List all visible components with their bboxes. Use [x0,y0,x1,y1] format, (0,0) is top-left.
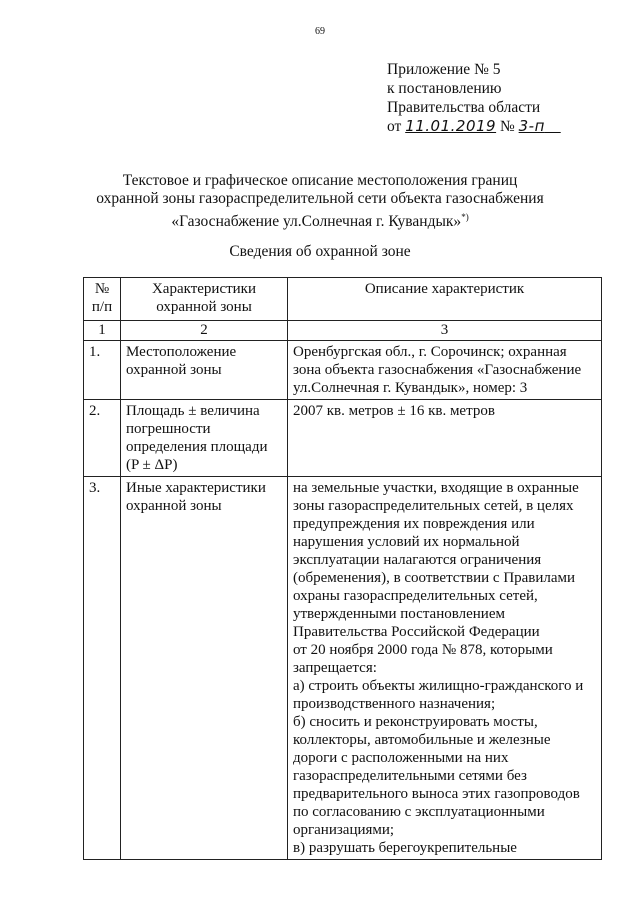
desc-line: от 20 ноября 2000 года № 878, которыми [293,642,553,658]
desc-line: запрещается: [293,660,377,676]
row-characteristic [121,400,288,477]
desc-line: ул.Солнечная г. Кувандык», номер: 3 [293,380,528,396]
desc-line: дороги с расположенными на них [293,750,509,766]
appendix-block [387,60,561,136]
row-description [288,477,602,860]
desc-line: зоны газораспределительных сетей, в целях [293,498,574,514]
date-value: 11.01.2019 [405,117,497,135]
row-description [288,400,602,477]
header-char-line: Характеристики [151,281,257,297]
char-line: охранной зоны [126,362,222,378]
row-num: 3. [84,477,121,860]
char-line: Иные характеристики [126,480,266,496]
appendix-date-line [387,117,561,136]
appendix-line-1: Приложение № 5 [387,61,501,78]
number-value: 3-п [518,117,545,135]
table-header-row [84,278,602,321]
desc-line: б) сносить и реконструировать мосты, [293,714,538,730]
desc-line: газораспределительными сетями без [293,768,527,784]
header-num-line: п/п [91,299,113,315]
header-num-line: № [94,281,110,297]
row-num: 1. [84,341,121,400]
index-cell: 1 [84,321,121,341]
desc-line: по согласованию с эксплуатационными [293,804,545,820]
desc-line: нарушения условий их нормальной [293,534,520,550]
desc-line: организациями; [293,822,395,838]
desc-line: зона объекта газоснабжения «Газоснабжение [293,362,582,378]
appendix-line-2: к постановлению [387,80,502,97]
desc-line: 2007 кв. метров ± 16 кв. метров [293,403,495,419]
char-line: (P ± ΔP) [126,457,178,473]
header-description: Описание характеристик [288,278,602,321]
table-index-row [84,321,602,341]
table-row [84,477,602,860]
desc-line: (обременения), в соответствии с Правилами [293,570,576,586]
desc-line: производственного назначения; [293,696,496,712]
desc-line: эксплуатации налагаются ограничения [293,552,542,568]
footnote-mark: *) [461,212,469,222]
title-line-2: охранной зоны газораспределительной сети объекта газоснабжения [96,190,544,207]
desc-line: а) строить объекты жилищно-гражданского и [293,678,584,694]
row-characteristic [121,341,288,400]
section-title: Сведения об охранной зоне [229,243,411,260]
title-line-3-text: «Газоснабжение ул.Солнечная г. Кувандык» [171,213,462,231]
row-characteristic [121,477,288,860]
desc-line: в) разрушать берегоукрепительные [293,840,517,856]
desc-line: на земельные участки, входящие в охранные [293,480,579,496]
header-char-line: охранной зоны [156,299,252,315]
header-num [84,278,121,321]
number-prefix: № [499,118,515,135]
char-line: Местоположение [126,344,237,360]
table-row [84,341,602,400]
desc-line: коллекторы, автомобильные и железные [293,732,551,748]
title-line-1: Текстовое и графическое описание местоположения границ [122,172,518,189]
index-cell: 2 [121,321,288,341]
desc-line: предупреждения их повреждения или [293,516,535,532]
protection-zone-table [83,277,602,860]
row-num: 2. [84,400,121,477]
char-line: определения площади [126,439,268,455]
appendix-line-3: Правительства области [387,99,541,116]
document-title [0,172,640,231]
page-number: 69 [315,26,325,37]
desc-line: Оренбургская обл., г. Сорочинск; охранная [293,344,567,360]
char-line: охранной зоны [126,498,222,514]
table-row [84,400,602,477]
char-line: погрешности [126,421,211,437]
header-characteristics [121,278,288,321]
desc-line: охраны газораспределительных сетей, [293,588,538,604]
row-description [288,341,602,400]
char-line: Площадь ± величина [126,403,260,419]
title-line-3 [0,208,640,231]
desc-line: утвержденными постановлением [293,606,505,622]
index-cell: 3 [288,321,602,341]
desc-line: предварительного выноса этих газопроводов [293,786,580,802]
date-prefix: от [387,118,402,135]
desc-line: Правительства Российской Федерации [293,624,540,640]
